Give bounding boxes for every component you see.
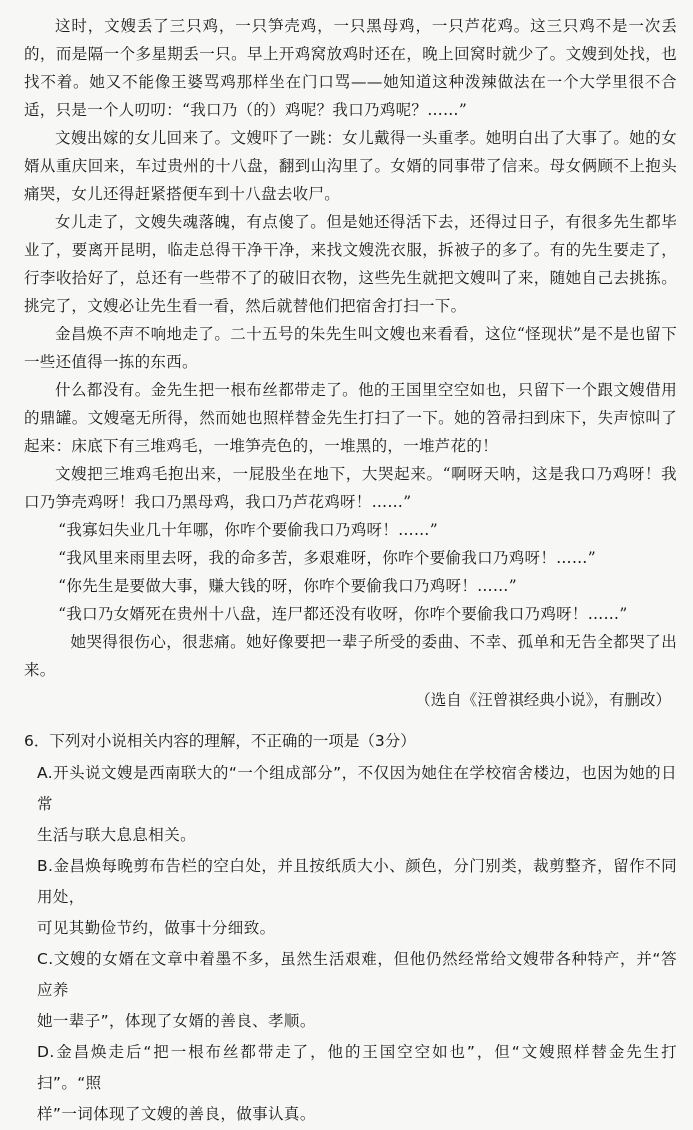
option-text: 样”一词体现了文嫂的善良，做事认真。 <box>37 1105 316 1123</box>
passage-source: （选自《汪曾祺经典小说》，有删改） <box>415 691 671 709</box>
reading-passage <box>24 12 677 714</box>
passage-quote: “你先生是要做大事，赚大钱的呀，你咋个要偷我口乃鸡呀！……” <box>58 577 517 595</box>
passage-paragraph: 金昌焕不声不响地走了。二十五号的朱先生叫文嫂也来看看，这位“怪现状”是不是也留下一些还值得一拣的东西。 <box>24 325 677 371</box>
passage-closing: 她哭得很伤心，很悲痛。她好像要把一辈子所受的委曲、不幸、孤单和无告全都哭了出来。 <box>24 633 677 679</box>
option-text: 她一辈子”，体现了女婿的善良、孝顺。 <box>37 1012 316 1030</box>
question-stem: 6．下列对小说相关内容的理解，不正确的一项是（3分） <box>24 732 416 750</box>
question-6 <box>24 726 677 1130</box>
option-text: A.开头说文嫂是西南联大的“一个组成部分”，不仅因为她住在学校宿舍楼边，也因为她的日常 <box>37 764 677 813</box>
passage-paragraph: 文嫂出嫁的女儿回来了。文嫂吓了一跳：女儿戴得一头重孝。她明白出了大事了。她的女婿从重庆回来，车过贵州的十八盘，翻到山沟里了。女婿的同事带了信来。母女俩顾不上抱头痛哭，女儿还得赶紧搭便车到十八盘去收尸。 <box>24 129 677 203</box>
option-text: B.金昌焕每晚剪布告栏的空白处，并且按纸质大小、颜色，分门别类，裁剪整齐，留作不同用处， <box>37 857 677 906</box>
passage-quote: “我风里来雨里去呀，我的命多苦，多艰难呀，你咋个要偷我口乃鸡呀！……” <box>58 549 596 567</box>
passage-paragraph: 文嫂把三堆鸡毛抱出来，一屁股坐在地下，大哭起来。“啊呀天呐，这是我口乃鸡呀！我口乃笋壳鸡呀！我口乃黑母鸡，我口乃芦花鸡呀！……” <box>24 465 677 511</box>
passage-quote: “我口乃女婿死在贵州十八盘，连尸都还没有收呀，你咋个要偷我口乃鸡呀！……” <box>58 605 628 623</box>
option-text: 可见其勤俭节约，做事十分细致。 <box>37 919 276 937</box>
passage-paragraph: 这时，文嫂丢了三只鸡，一只笋壳鸡，一只黑母鸡，一只芦花鸡。这三只鸡不是一次丢的，而是隔一个多星期丢一只。早上开鸡窝放鸡时还在，晚上回窝时就少了。文嫂到处找，也找不着。她又不能像王婆骂鸡那样坐在门口骂——她知道这种泼辣做法在一个大学里很不合适，只是一个人叨叨：“我口乃（的）鸡呢？我口乃鸡呢？……” <box>24 17 677 119</box>
passage-quote: “我寡妇失业几十年哪，你咋个要偷我口乃鸡呀！……” <box>58 521 438 539</box>
option-text: C.文嫂的女婿在文章中着墨不多，虽然生活艰难，但他仍然经常给文嫂带各种特产，并“答应养 <box>37 950 677 999</box>
option-text: D.金昌焕走后“把一根布丝都带走了，他的王国空空如也”，但“文嫂照样替金先生打扫”。“照 <box>37 1043 677 1092</box>
passage-paragraph: 女儿走了，文嫂失魂落魄，有点傻了。但是她还得活下去，还得过日子，有很多先生都毕业了，要离开昆明，临走总得干净干净，来找文嫂洗衣服，拆被子的多了。有的先生要走了，行李收拾好了，总还有一些带不了的破旧衣物，这些先生就把文嫂叫了来，随她自己去挑拣。挑完了，文嫂必让先生看一看，然后就替他们把宿舍打扫一下。 <box>24 213 677 315</box>
option-text: 生活与联大息息相关。 <box>37 826 197 844</box>
option-d[interactable] <box>24 1037 677 1130</box>
option-c[interactable] <box>24 944 677 1037</box>
option-b[interactable] <box>24 851 677 944</box>
option-a[interactable] <box>24 758 677 851</box>
passage-paragraph: 什么都没有。金先生把一根布丝都带走了。他的王国里空空如也，只留下一个跟文嫂借用的鼎罐。文嫂毫无所得，然而她也照样替金先生打扫了一下。她的笤帚扫到床下，失声惊叫了起来：床底下有三堆鸡毛，一堆笋壳色的，一堆黑的，一堆芦花的！ <box>24 381 677 455</box>
